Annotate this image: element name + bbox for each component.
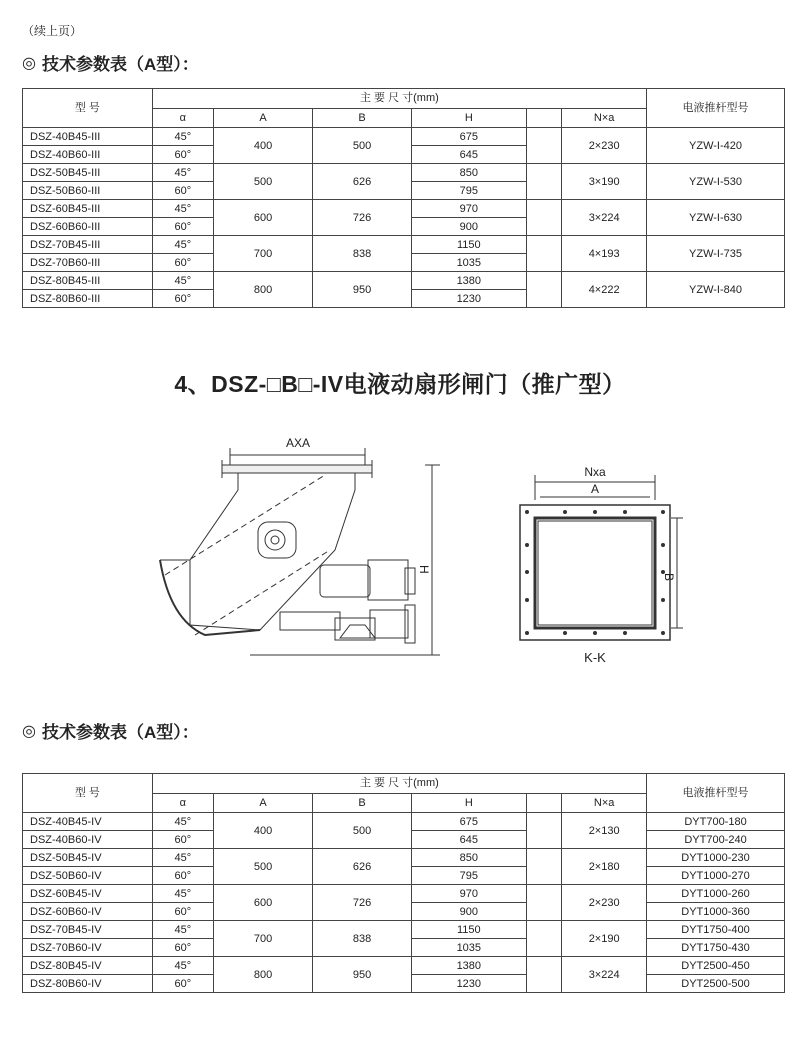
b-cell: 500	[313, 128, 412, 164]
header-main-dims: 主 要 尺 寸(mm)	[152, 89, 646, 109]
nxa-cell: 4×193	[562, 236, 647, 272]
table-row	[23, 813, 785, 831]
a-cell: 500	[213, 849, 312, 885]
main-title: 4、DSZ-□B□-IV电液动扇形闸门（推广型）	[174, 371, 626, 397]
a-cell: 800	[213, 272, 312, 308]
header-blank	[526, 108, 562, 128]
header-alpha: α	[152, 108, 213, 128]
h-cell: 645	[412, 831, 526, 849]
b-label: B	[662, 573, 676, 582]
h-cell: 1150	[412, 921, 526, 939]
nxa-cell: 4×222	[562, 272, 647, 308]
alpha-cell: 60°	[152, 975, 213, 993]
bullet-icon: ◎	[22, 54, 36, 72]
alpha-cell: 45°	[152, 921, 213, 939]
header-model: 型 号	[23, 89, 153, 128]
alpha-cell: 45°	[152, 849, 213, 867]
actuator-cell: YZW-I-420	[647, 128, 785, 164]
alpha-cell: 60°	[152, 182, 213, 200]
table-row	[23, 272, 785, 290]
model-cell: DSZ-70B45-III	[23, 236, 153, 254]
blank-cell	[526, 164, 562, 200]
model-cell: DSZ-70B45-IV	[23, 921, 153, 939]
h-cell: 900	[412, 218, 526, 236]
model-cell: DSZ-50B45-III	[23, 164, 153, 182]
blank-cell	[526, 957, 562, 993]
b-cell: 626	[313, 849, 412, 885]
header-nxa: N×a	[562, 793, 647, 813]
b-cell: 950	[313, 272, 412, 308]
model-cell: DSZ-60B45-IV	[23, 885, 153, 903]
h-label: H	[417, 565, 431, 574]
header-alpha: α	[152, 793, 213, 813]
model-cell: DSZ-60B45-III	[23, 200, 153, 218]
h-cell: 970	[412, 885, 526, 903]
actuator-cell: DYT2500-500	[647, 975, 785, 993]
a-cell: 400	[213, 813, 312, 849]
h-cell: 1035	[412, 254, 526, 272]
blank-cell	[526, 813, 562, 849]
model-cell: DSZ-40B60-IV	[23, 831, 153, 849]
h-cell: 795	[412, 867, 526, 885]
table-row	[23, 957, 785, 975]
a-cell: 700	[213, 236, 312, 272]
h-cell: 795	[412, 182, 526, 200]
nxa-cell: 3×224	[562, 200, 647, 236]
section1-heading	[22, 50, 199, 75]
alpha-cell: 60°	[152, 831, 213, 849]
table-row	[23, 849, 785, 867]
model-cell: DSZ-80B60-IV	[23, 975, 153, 993]
actuator-cell: DYT700-240	[647, 831, 785, 849]
blank-cell	[526, 236, 562, 272]
header-a: A	[213, 793, 312, 813]
alpha-cell: 60°	[152, 903, 213, 921]
header-blank	[526, 793, 562, 813]
a-cell: 600	[213, 885, 312, 921]
header-b: B	[313, 108, 412, 128]
actuator-cell: YZW-I-840	[647, 272, 785, 308]
alpha-cell: 45°	[152, 236, 213, 254]
actuator-cell: DYT1750-430	[647, 939, 785, 957]
table-row	[23, 236, 785, 254]
spec-table-1	[22, 88, 785, 308]
model-cell: DSZ-60B60-IV	[23, 903, 153, 921]
header-h: H	[412, 108, 526, 128]
h-cell: 1150	[412, 236, 526, 254]
blank-cell	[526, 885, 562, 921]
section1-title: 技术参数表（A型）：	[41, 55, 199, 74]
actuator-cell: YZW-I-530	[647, 164, 785, 200]
nxa-cell: 3×224	[562, 957, 647, 993]
h-cell: 1230	[412, 290, 526, 308]
alpha-cell: 60°	[152, 290, 213, 308]
table-row	[23, 164, 785, 182]
header-b: B	[313, 793, 412, 813]
bullet-icon: ◎	[22, 722, 36, 740]
model-cell: DSZ-50B45-IV	[23, 849, 153, 867]
alpha-cell: 60°	[152, 867, 213, 885]
h-cell: 1035	[412, 939, 526, 957]
alpha-cell: 45°	[152, 200, 213, 218]
b-cell: 838	[313, 236, 412, 272]
b-cell: 500	[313, 813, 412, 849]
h-cell: 970	[412, 200, 526, 218]
a-cell: 800	[213, 957, 312, 993]
blank-cell	[526, 272, 562, 308]
a-cell: 500	[213, 164, 312, 200]
blank-cell	[526, 200, 562, 236]
section2-title: 技术参数表（A型）：	[41, 723, 199, 742]
model-cell: DSZ-70B60-III	[23, 254, 153, 272]
continued-label: （续上页）	[22, 24, 83, 38]
actuator-cell: DYT1000-230	[647, 849, 785, 867]
h-cell: 850	[412, 849, 526, 867]
alpha-cell: 45°	[152, 885, 213, 903]
nxa-cell: 2×130	[562, 813, 647, 849]
model-cell: DSZ-60B60-III	[23, 218, 153, 236]
alpha-cell: 45°	[152, 272, 213, 290]
section-label: K-K	[584, 650, 606, 665]
table-row	[23, 128, 785, 146]
alpha-cell: 60°	[152, 254, 213, 272]
header-row	[23, 89, 785, 109]
table-row	[23, 885, 785, 903]
model-cell: DSZ-80B45-IV	[23, 957, 153, 975]
a-cell: 700	[213, 921, 312, 957]
actuator-cell: YZW-I-630	[647, 200, 785, 236]
alpha-cell: 60°	[152, 939, 213, 957]
h-cell: 1380	[412, 957, 526, 975]
alpha-cell: 45°	[152, 813, 213, 831]
alpha-cell: 45°	[152, 957, 213, 975]
header-a: A	[213, 108, 312, 128]
blank-cell	[526, 921, 562, 957]
blank-cell	[526, 128, 562, 164]
model-cell: DSZ-80B60-III	[23, 290, 153, 308]
h-cell: 645	[412, 146, 526, 164]
side-view-drawing	[150, 430, 450, 665]
spec-table-2	[22, 773, 785, 993]
a-cell: 600	[213, 200, 312, 236]
nxa-cell: 2×190	[562, 921, 647, 957]
model-cell: DSZ-70B60-IV	[23, 939, 153, 957]
a-label: A	[590, 482, 600, 496]
header-actuator: 电液推杆型号	[647, 774, 785, 813]
nxa-cell: 2×230	[562, 128, 647, 164]
model-cell: DSZ-50B60-IV	[23, 867, 153, 885]
table-row	[23, 200, 785, 218]
actuator-cell: DYT1000-360	[647, 903, 785, 921]
alpha-cell: 60°	[152, 218, 213, 236]
header-row	[23, 774, 785, 794]
blank-cell	[526, 849, 562, 885]
alpha-cell: 45°	[152, 128, 213, 146]
nxa-cell: 2×180	[562, 849, 647, 885]
nxa-label: Nxa	[584, 465, 606, 479]
nxa-cell: 2×230	[562, 885, 647, 921]
h-cell: 900	[412, 903, 526, 921]
header-actuator: 电液推杆型号	[647, 89, 785, 128]
model-cell: DSZ-80B45-III	[23, 272, 153, 290]
table-row	[23, 921, 785, 939]
actuator-cell: DYT1000-260	[647, 885, 785, 903]
alpha-cell: 60°	[152, 146, 213, 164]
h-cell: 675	[412, 128, 526, 146]
b-cell: 626	[313, 164, 412, 200]
header-nxa: N×a	[562, 108, 647, 128]
nxa-cell: 3×190	[562, 164, 647, 200]
h-cell: 1380	[412, 272, 526, 290]
actuator-cell: DYT1000-270	[647, 867, 785, 885]
h-cell: 850	[412, 164, 526, 182]
model-cell: DSZ-40B45-IV	[23, 813, 153, 831]
b-cell: 726	[313, 200, 412, 236]
b-cell: 838	[313, 921, 412, 957]
axa-label: AXA	[285, 436, 311, 450]
section-view-drawing	[505, 460, 690, 670]
header-main-dims: 主 要 尺 寸(mm)	[152, 774, 646, 794]
actuator-cell: DYT2500-450	[647, 957, 785, 975]
alpha-cell: 45°	[152, 164, 213, 182]
header-model: 型 号	[23, 774, 153, 813]
model-cell: DSZ-40B45-III	[23, 128, 153, 146]
model-cell: DSZ-50B60-III	[23, 182, 153, 200]
header-h: H	[412, 793, 526, 813]
b-cell: 726	[313, 885, 412, 921]
a-cell: 400	[213, 128, 312, 164]
b-cell: 950	[313, 957, 412, 993]
section2-heading	[22, 718, 199, 743]
h-cell: 675	[412, 813, 526, 831]
model-cell: DSZ-40B60-III	[23, 146, 153, 164]
h-cell: 1230	[412, 975, 526, 993]
actuator-cell: DYT1750-400	[647, 921, 785, 939]
actuator-cell: DYT700-180	[647, 813, 785, 831]
actuator-cell: YZW-I-735	[647, 236, 785, 272]
